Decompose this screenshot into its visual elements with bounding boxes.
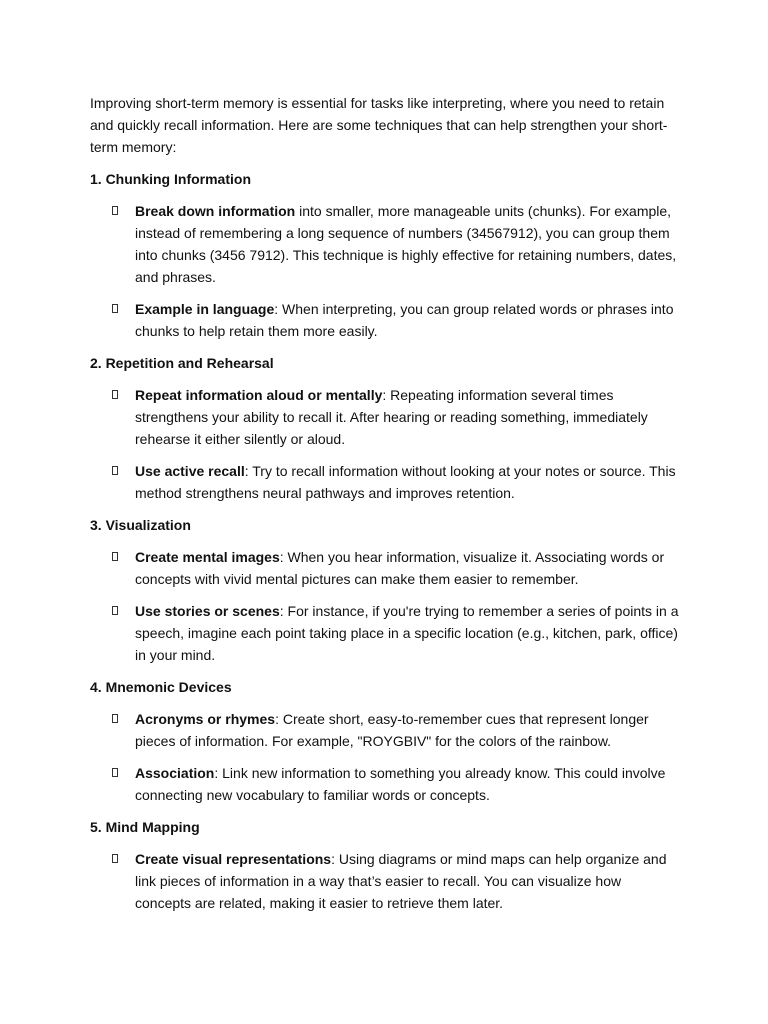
list-item <box>90 200 680 288</box>
section-heading-chunking: 1. Chunking Information <box>90 171 251 187</box>
bullet-text: : When interpreting, you can group related words or phrases into chunks to help retain them more easily. <box>135 301 674 339</box>
list-item <box>90 600 680 666</box>
bullet-box-icon <box>112 768 118 777</box>
bullet-text: : Repeating information several times strengthens your ability to recall it. After hearing or reading something, immediately rehearse it either silently or aloud. <box>135 387 648 447</box>
bullet-text: : When you hear information, visualize it. Associating words or concepts with vivid mental pictures can make them easier to remember. <box>135 549 665 587</box>
list-item <box>90 848 680 914</box>
bullet-term: Create visual representations <box>135 851 332 867</box>
bullet-term: Association <box>135 765 215 781</box>
section-heading-visualization: 3. Visualization <box>90 517 191 533</box>
bullet-term: Example in language <box>135 301 275 317</box>
list-item <box>90 708 680 752</box>
bullet-box-icon <box>112 390 118 399</box>
bullet-term: Use active recall <box>135 463 245 479</box>
bullet-text: : For instance, if you're trying to remember a series of points in a speech, imagine each point taking place in a specific location (e.g., kitchen, park, office) in your mind. <box>135 603 679 663</box>
list-item <box>90 298 680 342</box>
bullet-box-icon <box>112 606 118 615</box>
bullet-box-icon <box>112 714 118 723</box>
bullet-term: Create mental images <box>135 549 280 565</box>
bullet-list-chunking <box>90 200 680 342</box>
bullet-term: Repeat information aloud or mentally <box>135 387 383 403</box>
bullet-text: : Link new information to something you already know. This could involve connecting new vocabulary to familiar words or concepts. <box>135 765 666 803</box>
bullet-text: into smaller, more manageable units (chunks). For example, instead of remembering a long sequence of numbers (34567912), you can group them into chunks (3456 7912). This technique is highly effective for retaining numbers, dates, and phrases. <box>135 203 677 285</box>
list-item <box>90 460 680 504</box>
bullet-list-mind-mapping <box>90 848 680 914</box>
section-heading-repetition: 2. Repetition and Rehearsal <box>90 355 274 371</box>
bullet-term: Use stories or scenes <box>135 603 280 619</box>
list-item <box>90 762 680 806</box>
list-item <box>90 546 680 590</box>
section-heading-mnemonic: 4. Mnemonic Devices <box>90 679 232 695</box>
bullet-box-icon <box>112 304 118 313</box>
bullet-box-icon <box>112 854 118 863</box>
section-heading-mind-mapping: 5. Mind Mapping <box>90 819 200 835</box>
bullet-text: : Try to recall information without looking at your notes or source. This method strengthens neural pathways and improves retention. <box>135 463 676 501</box>
bullet-list-visualization <box>90 546 680 666</box>
bullet-term: Break down information <box>135 203 296 219</box>
bullet-text: : Create short, easy-to-remember cues that represent longer pieces of information. For example, "ROYGBIV" for the colors of the rainbow. <box>135 711 649 749</box>
bullet-list-mnemonic <box>90 708 680 806</box>
bullet-list-repetition <box>90 384 680 504</box>
bullet-term: Acronyms or rhymes <box>135 711 276 727</box>
intro-paragraph: Improving short-term memory is essential for tasks like interpreting, where you need to retain and quickly recall information. Here are some techniques that can help strengthen your short-term memory: <box>90 95 668 155</box>
bullet-box-icon <box>112 466 118 475</box>
document-page <box>90 92 680 924</box>
list-item <box>90 384 680 450</box>
bullet-box-icon <box>112 206 118 215</box>
bullet-box-icon <box>112 552 118 561</box>
bullet-text: : Using diagrams or mind maps can help organize and link pieces of information in a way that’s easier to recall. You can visualize how concepts are related, making it easier to retrieve them later. <box>135 851 667 911</box>
